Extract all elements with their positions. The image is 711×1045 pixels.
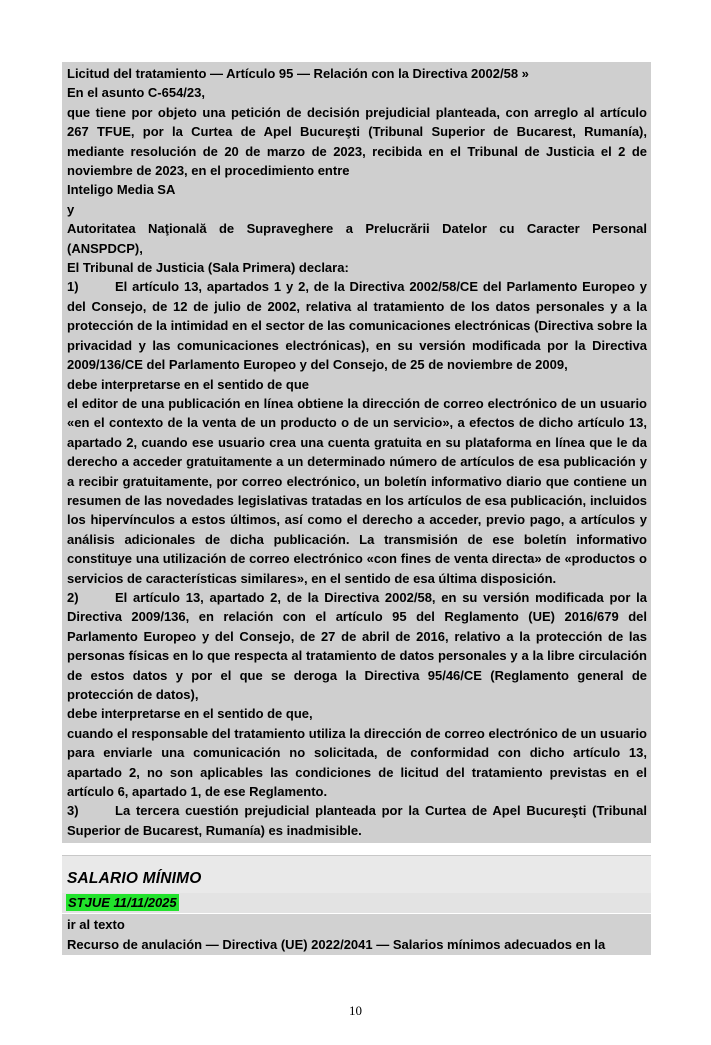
section-title-bar <box>62 855 651 893</box>
paragraph-text: el editor de una publicación en línea obtiene la dirección de correo electrónico de un usuario «en el contexto de la venta de un producto o de un servicio», a efectos de dicho artículo 13, apartado 2, cuando ese usuario crea una cuenta gratuita en su plataforma en línea que le da derecho a acceder gratuitamente a un determinado número de artículos de esa publicación y a recibir gratuitamente, por correo electrónico, un boletín informativo diario que contiene un resumen de las novedades legislativas tratadas en los artículos de esa publicación, incluidos los hipervínculos a estos últimos, así como el derecho a acceder, previo pago, a artículos y análisis adicionales de dicha publicación. La transmisión de ese boletín informativo constituye una utilización de correo electrónico «con fines de venta directa» de «productos o servicios de características similares», en el sentido de esa última disposición. <box>67 395 647 586</box>
paragraph-text: y <box>67 201 75 217</box>
next-entry-summary: Recurso de anulación — Directiva (UE) 2022/2041 — Salarios mínimos adecuados en la <box>67 936 606 952</box>
paragraph-text: cuando el responsable del tratamiento utiliza la dirección de correo electrónico de un usuario para enviarle una comunicación no solicitada, de conformidad con dicho artículo 13, apartado 2, no son aplicables las condiciones de licitud del tratamiento previstas en el artículo 6, apartado 1, de ese Reglamento. <box>67 725 647 800</box>
paragraph-text: Autoritatea Naţională de Supraveghere a Prelucrării Datelor cu Caracter Personal (ANSPDCP), <box>67 221 647 256</box>
paragraph-number: 2) <box>67 589 79 605</box>
paragraph <box>67 180 647 199</box>
paragraph <box>67 219 647 258</box>
date-label-highlight: STJUE 11/11/2025 <box>68 895 177 910</box>
paragraph-text: La tercera cuestión prejudicial planteada por la Curtea de Apel Bucureşti (Tribunal Superior de Bucarest, Rumanía) es inadmisible. <box>67 803 647 838</box>
numbered-paragraph <box>67 801 647 840</box>
paragraph-text: El artículo 13, apartados 1 y 2, de la Directiva 2002/58/CE del Parlamento Europeo y del Consejo, de 12 de julio de 2002, relativa al tratamiento de los datos personales y a la protección de la intimidad en el sector de las comunicaciones electrónicas (Directiva sobre la privacidad y las comunicaciones electrónicas), en su versión modificada por la Directiva 2009/136/CE del Parlamento Europeo y del Consejo, de 25 de noviembre de 2009, <box>67 279 647 373</box>
paragraph-text: debe interpretarse en el sentido de que <box>67 376 310 392</box>
paragraph <box>67 704 647 723</box>
numbered-paragraph <box>67 588 647 704</box>
section-title: SALARIO MÍNIMO <box>67 870 202 887</box>
paragraph-text: Licitud del tratamiento — Artículo 95 — Relación con la Directiva 2002/58 » <box>67 66 529 81</box>
paragraph-text: El Tribunal de Justicia (Sala Primera) declara: <box>67 260 349 276</box>
paragraph <box>67 394 647 588</box>
paragraph <box>67 83 647 102</box>
date-bar <box>62 893 651 913</box>
paragraph <box>67 200 647 219</box>
paragraph-number: 3) <box>67 803 79 819</box>
paragraph-number: 1) <box>67 279 79 295</box>
paragraph <box>67 64 647 83</box>
paragraph <box>67 258 647 277</box>
judgment-text-block <box>62 62 651 843</box>
paragraph-text: En el asunto C-654/23, <box>67 85 205 101</box>
paragraph-text: El artículo 13, apartado 2, de la Directiva 2002/58, en su versión modificada por la Directiva 2009/136, en relación con el artículo 95 del Reglamento (UE) 2016/679 del Parlamento Europeo y del Consejo, de 27 de abril de 2016, relativo a la protección de las personas físicas en lo que respecta al tratamiento de datos personales y a la libre circulación de estos datos y por el que se deroga la Directiva 95/46/CE (Reglamento general de protección de datos), <box>67 589 647 702</box>
paragraph <box>67 724 647 802</box>
page-number: 10 <box>349 1003 362 1018</box>
numbered-paragraph <box>67 277 647 374</box>
go-to-text-link[interactable]: ir al texto <box>67 917 125 932</box>
paragraph-text: debe interpretarse en el sentido de que, <box>67 706 313 722</box>
paragraph-text: que tiene por objeto una petición de decisión prejudicial planteada, con arreglo al artículo 267 TFUE, por la Curtea de Apel Bucureşti (Tribunal Superior de Bucarest, Rumanía), mediante resolución de 20 de marzo de 2023, recibida en el Tribunal de Justicia el 2 de noviembre de 2023, en el procedimiento entre <box>67 104 647 179</box>
next-entry-block <box>62 914 651 955</box>
paragraph-text: Inteligo Media SA <box>67 182 176 198</box>
paragraph <box>67 375 647 394</box>
paragraph <box>67 103 647 181</box>
